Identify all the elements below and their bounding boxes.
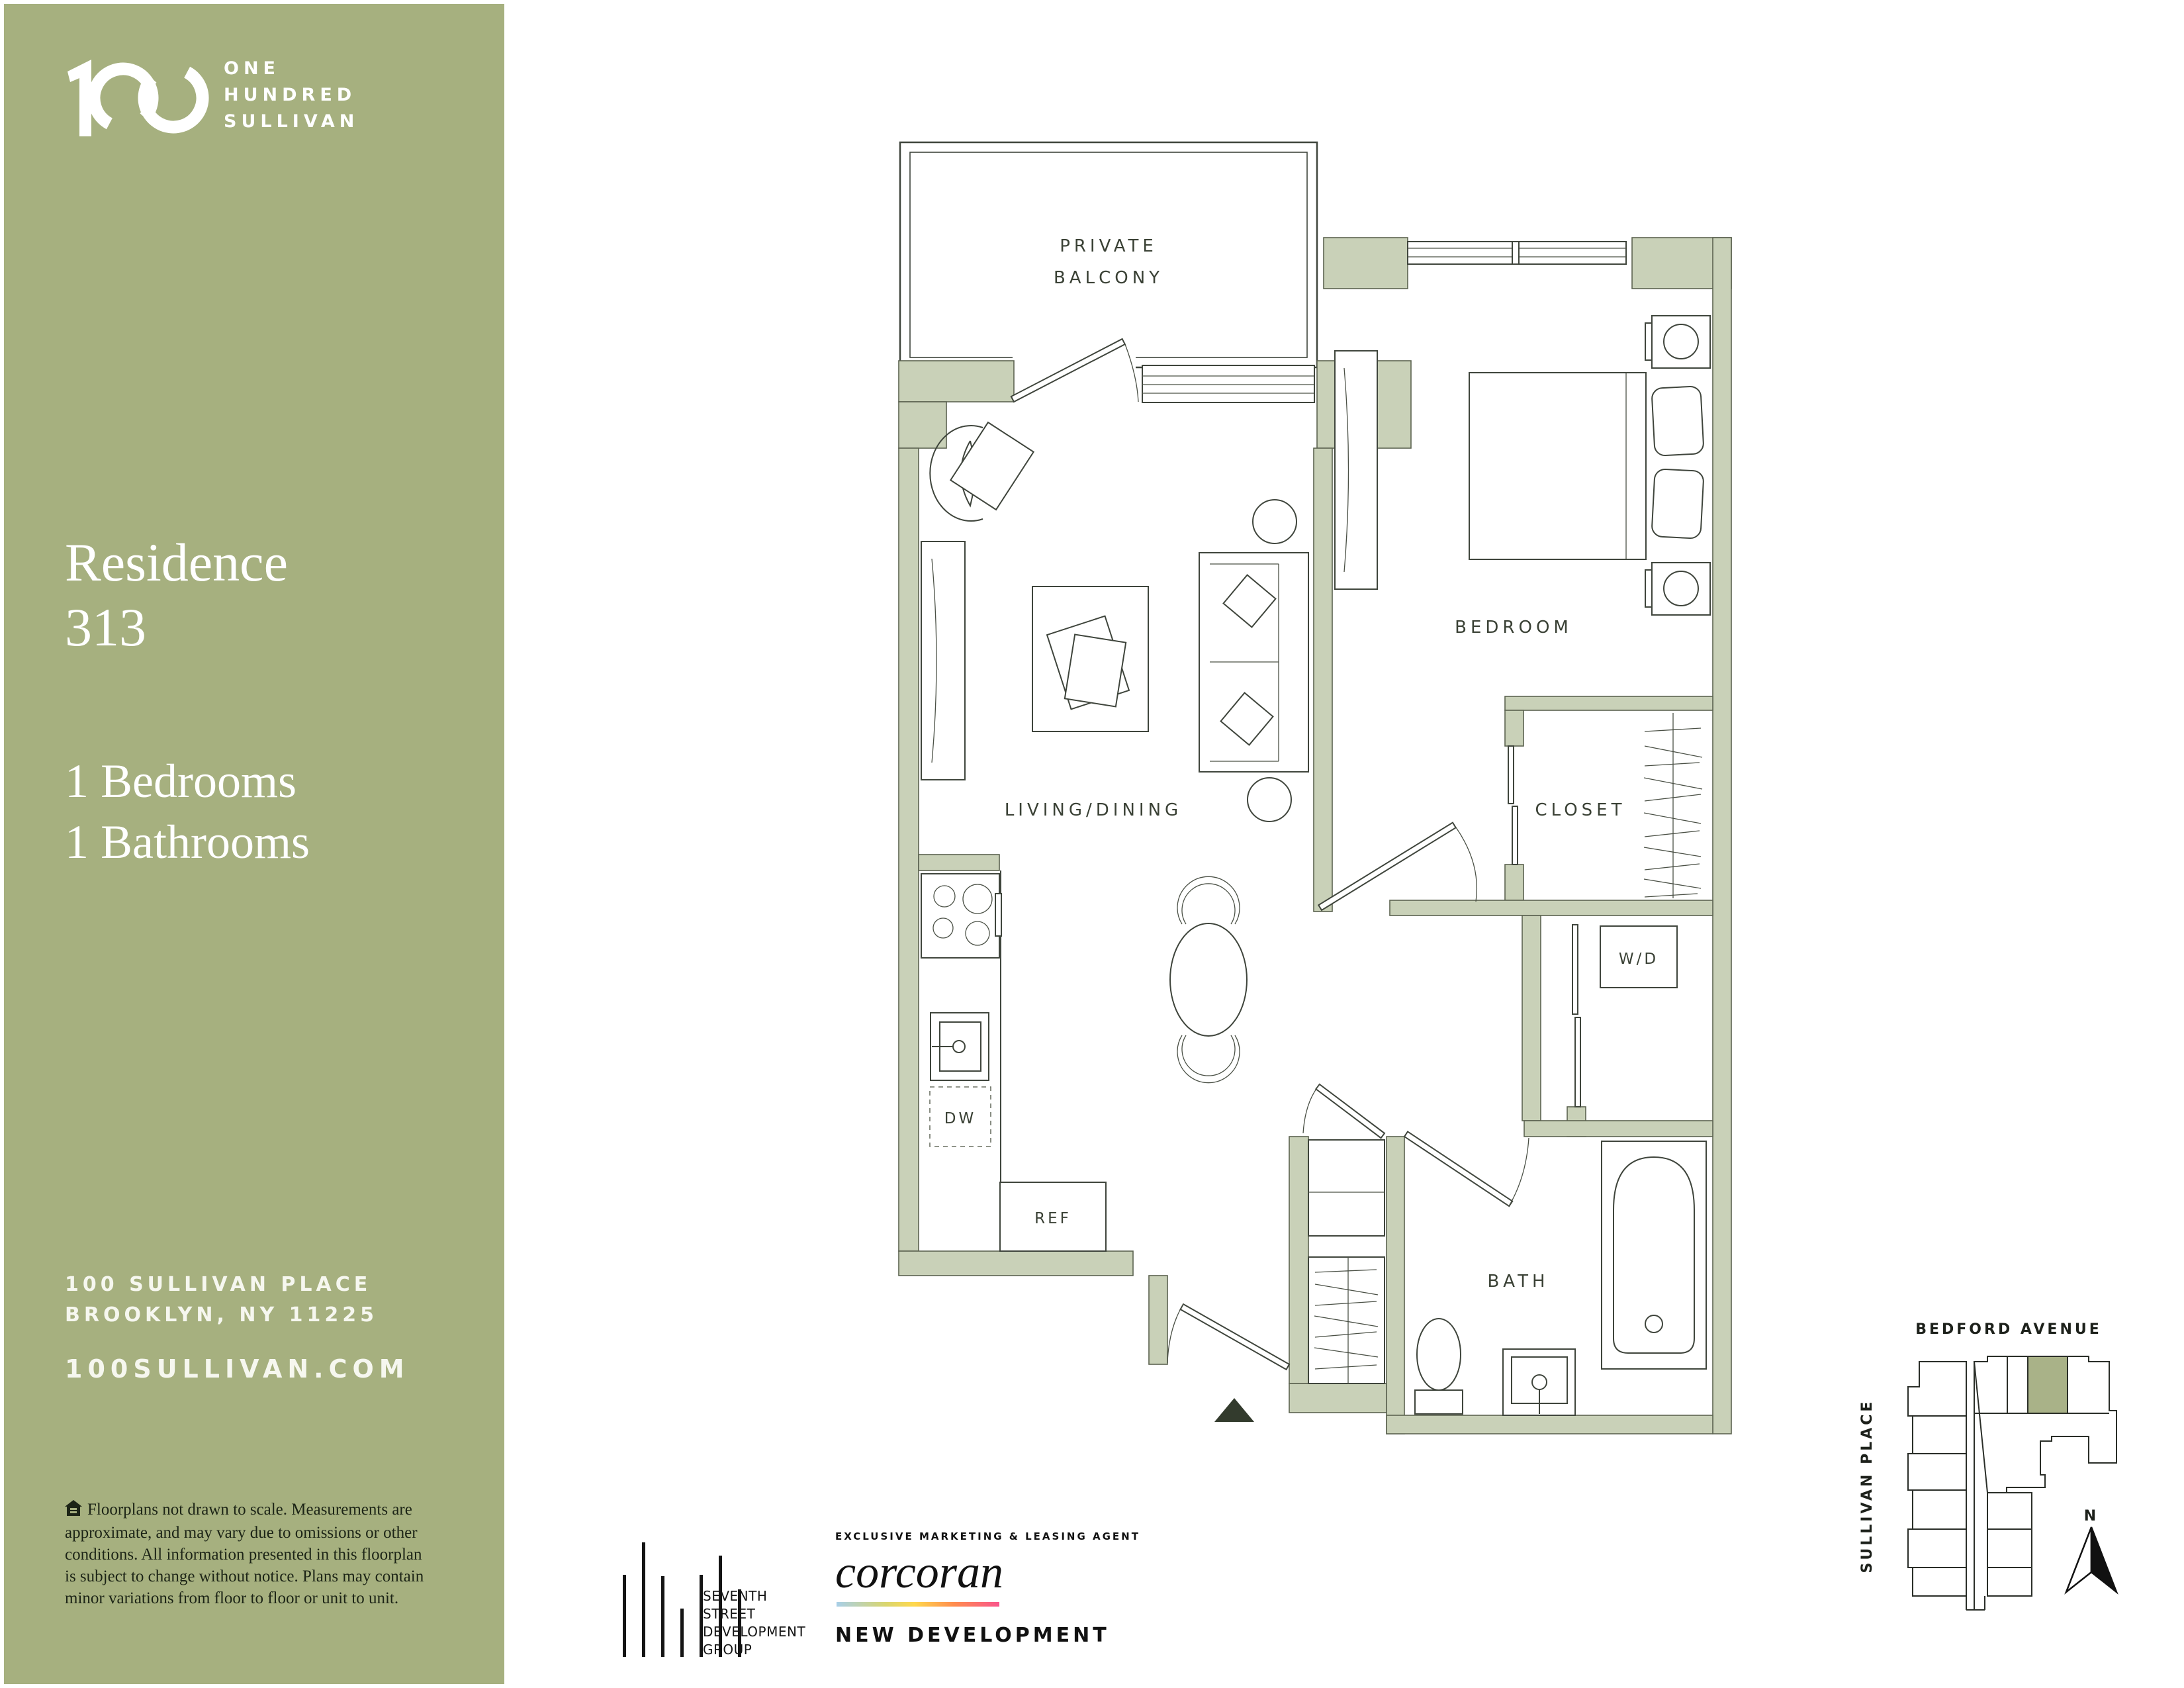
entry-door: [1167, 1304, 1289, 1370]
website-link[interactable]: 100SULLIVAN.COM: [65, 1354, 410, 1383]
dev-line: STREET: [703, 1606, 756, 1622]
logo-line: ONE: [224, 58, 280, 79]
hall-closet-door: [1303, 1084, 1385, 1138]
nightstand-top: [1645, 316, 1710, 368]
svg-text:N: N: [2083, 1508, 2099, 1524]
residence-number: 313: [65, 597, 146, 657]
bedroom-window: [1408, 242, 1626, 264]
living-window: [1142, 365, 1314, 402]
address: [65, 1270, 378, 1331]
closet: [1535, 713, 1703, 898]
seventh-street-logo-text: [703, 1587, 805, 1659]
residence-title: [65, 530, 288, 660]
living-label: LIVING/DINING: [1004, 800, 1183, 820]
kitchen-sink: [931, 1013, 989, 1080]
street-top-label: BEDFORD AVENUE: [1915, 1321, 2102, 1338]
refrigerator: [1000, 1182, 1106, 1251]
building-logo: [65, 52, 462, 144]
nightstand-bottom: [1645, 563, 1710, 615]
hall-closets: [1308, 1140, 1385, 1383]
bathrooms-count: 1 Bathrooms: [65, 816, 310, 868]
living-room-furniture: [921, 422, 1308, 821]
balcony-label-1: PRIVATE: [1060, 236, 1158, 256]
disclaimer: [65, 1499, 435, 1609]
corcoran-wordmark: corcoran: [835, 1547, 1004, 1598]
wd-label: W/D: [1618, 951, 1659, 968]
bath-door: [1404, 1132, 1529, 1207]
gradient-bar-icon: [837, 1602, 999, 1607]
balcony-label-2: BALCONY: [1053, 268, 1164, 288]
dev-line: SEVENTH: [703, 1588, 768, 1604]
dev-line: GROUP: [703, 1642, 752, 1658]
street-left-label: SULLIVAN PLACE: [1859, 1399, 1876, 1573]
sofa: [1199, 500, 1308, 821]
sidebar: [4, 4, 504, 1684]
bedroom-label: BEDROOM: [1455, 618, 1572, 637]
entry-arrow-icon: [1214, 1398, 1254, 1422]
agent-tagline: EXCLUSIVE MARKETING & LEASING AGENT: [835, 1530, 1140, 1542]
dresser: [1335, 351, 1377, 589]
coffee-table: [1032, 586, 1148, 731]
bedroom-door: [1318, 823, 1477, 910]
bathroom: [1415, 1141, 1706, 1415]
ref-label: REF: [1034, 1210, 1071, 1227]
dev-line: DEVELOPMENT: [703, 1624, 806, 1640]
media-console: [921, 541, 965, 780]
dining-set: [1170, 876, 1247, 1082]
dw-label: DW: [944, 1110, 977, 1127]
wd-partition: [1572, 925, 1580, 1107]
logo-line: SULLIVAN: [224, 111, 359, 132]
bedrooms-count: 1 Bedrooms: [65, 755, 296, 808]
washer-dryer: [1600, 926, 1677, 988]
building-logo-text: [224, 56, 359, 135]
toilet: [1415, 1319, 1463, 1414]
house-icon: [65, 1500, 82, 1522]
kitchen: [921, 870, 1106, 1251]
north-arrow-icon: [2066, 1508, 2116, 1592]
bed-bath-count: [65, 751, 310, 872]
bed: [1469, 373, 1704, 559]
balcony: [900, 142, 1317, 371]
logo-line: HUNDRED: [224, 85, 357, 105]
closet-label: CLOSET: [1535, 800, 1626, 820]
address-line1: 100 SULLIVAN PLACE: [65, 1273, 372, 1296]
disclaimer-text: Floorplans not drawn to scale. Measurements are approximate, and may vary due to omissions or other conditions. All information presented in this floorplan is subject to change without notice. Plans may contain minor variations from floor to floor or unit to unit.: [65, 1501, 424, 1607]
bath-sink: [1503, 1349, 1575, 1415]
corcoran-logo: [835, 1530, 1140, 1647]
keyplan: [1833, 1288, 2151, 1645]
unit-313-highlight: [2028, 1356, 2068, 1413]
100-logo-icon: [65, 52, 214, 144]
floorplan-drawing: [847, 132, 1747, 1440]
dishwasher: [930, 1087, 991, 1147]
closet-sliding-door: [1508, 746, 1518, 865]
bathtub: [1602, 1141, 1706, 1369]
address-line2: BROOKLYN, NY 11225: [65, 1303, 378, 1327]
stove: [921, 874, 1001, 958]
residence-label: Residence: [65, 532, 288, 592]
agent-division: NEW DEVELOPMENT: [835, 1624, 1110, 1647]
bath-label: BATH: [1487, 1272, 1549, 1291]
